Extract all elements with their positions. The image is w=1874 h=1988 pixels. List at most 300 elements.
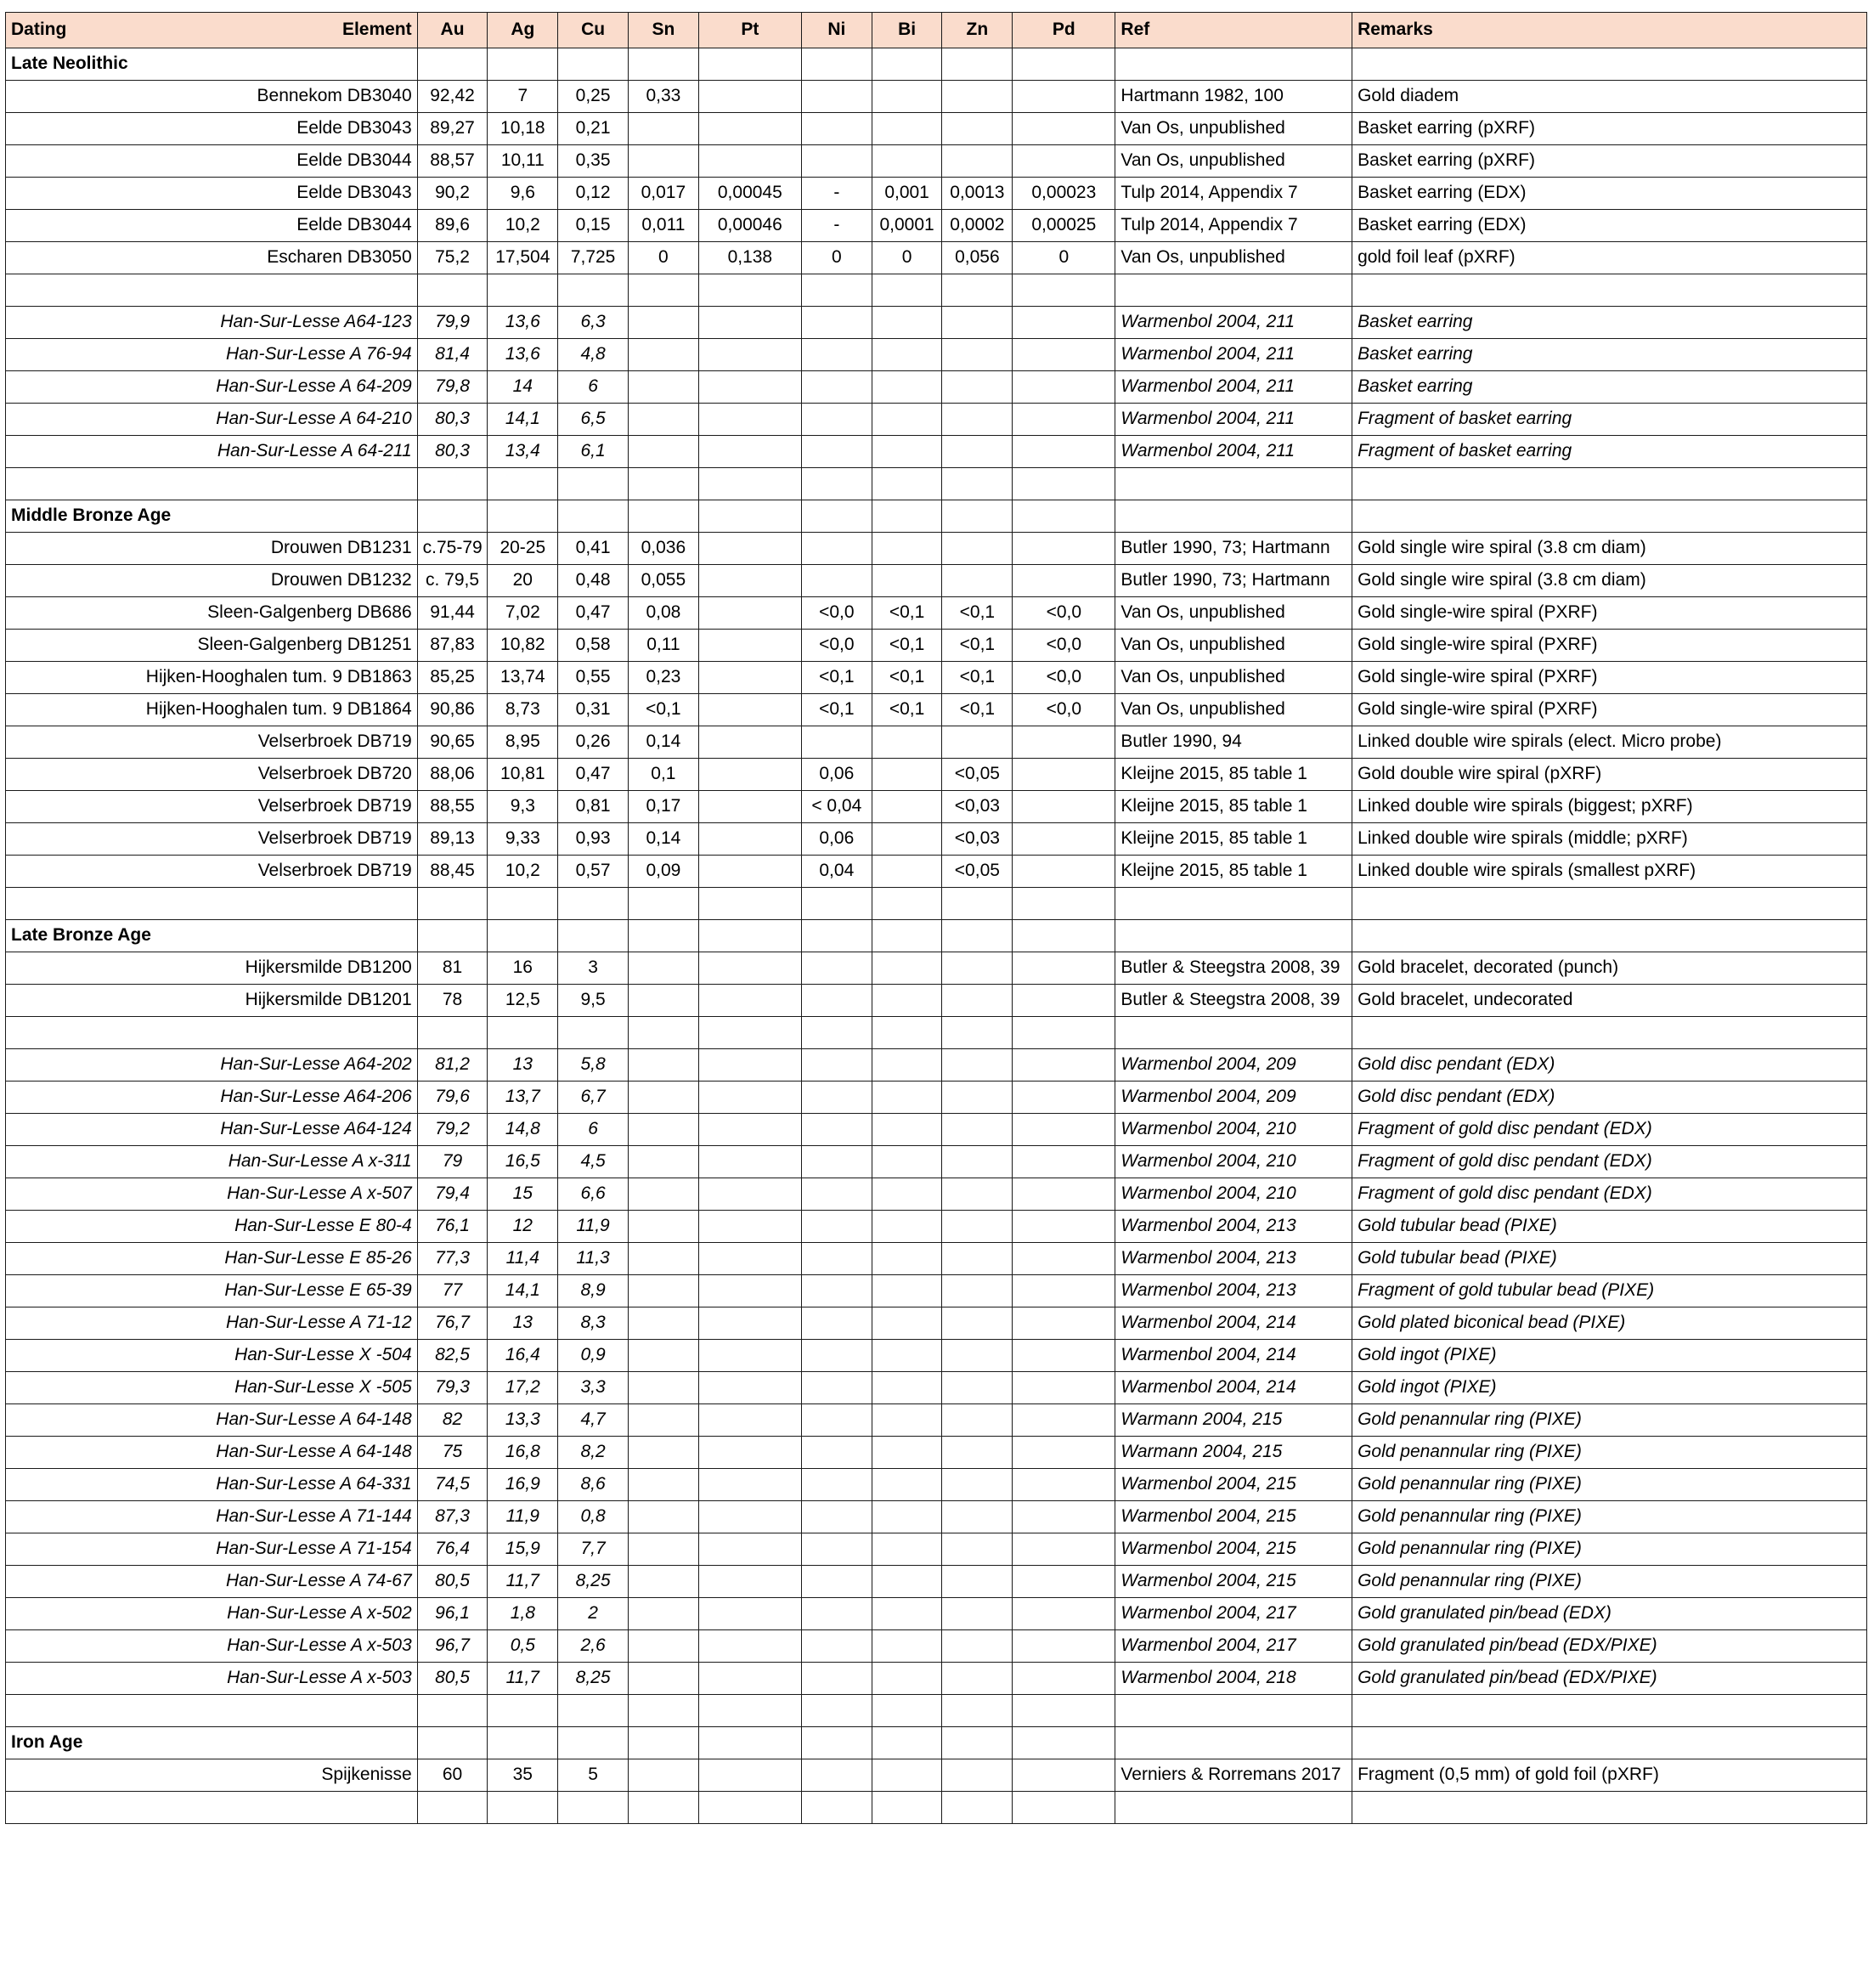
row-label[interactable]: Velserbroek DB719 xyxy=(6,726,418,759)
cell-ref[interactable]: Butler & Steegstra 2008, 39 xyxy=(1115,985,1352,1017)
cell-ag[interactable]: 12,5 xyxy=(488,985,558,1017)
cell-pt[interactable] xyxy=(698,630,801,662)
cell-zn[interactable] xyxy=(942,952,1013,985)
cell-au[interactable]: 90,2 xyxy=(417,178,488,210)
cell-bi[interactable] xyxy=(872,759,942,791)
cell-bi[interactable] xyxy=(872,1146,942,1178)
empty-label-cell[interactable] xyxy=(6,1792,418,1824)
cell-ref[interactable]: Hartmann 1982, 100 xyxy=(1115,81,1352,113)
cell-ref[interactable]: Tulp 2014, Appendix 7 xyxy=(1115,178,1352,210)
cell-au[interactable]: 79,2 xyxy=(417,1114,488,1146)
cell-ni[interactable] xyxy=(801,1307,872,1340)
cell-sn[interactable] xyxy=(628,1211,698,1243)
cell-zn[interactable] xyxy=(942,1372,1013,1404)
cell-cu[interactable]: 11,3 xyxy=(558,1243,629,1275)
row-label[interactable]: Han-Sur-Lesse A 64-211 xyxy=(6,436,418,468)
empty-cell[interactable] xyxy=(942,48,1013,81)
row-label[interactable]: Han-Sur-Lesse A 64-331 xyxy=(6,1469,418,1501)
cell-pd[interactable] xyxy=(1013,1469,1115,1501)
cell-ni[interactable] xyxy=(801,1146,872,1178)
cell-cu[interactable]: 0,21 xyxy=(558,113,629,145)
cell-ni[interactable]: <0,0 xyxy=(801,597,872,630)
cell-ref[interactable]: Tulp 2014, Appendix 7 xyxy=(1115,210,1352,242)
empty-cell[interactable] xyxy=(628,888,698,920)
cell-zn[interactable] xyxy=(942,113,1013,145)
empty-cell[interactable] xyxy=(942,1017,1013,1049)
cell-zn[interactable] xyxy=(942,1501,1013,1533)
cell-ni[interactable] xyxy=(801,1114,872,1146)
cell-bi[interactable] xyxy=(872,1340,942,1372)
cell-ag[interactable]: 1,8 xyxy=(488,1598,558,1630)
cell-pt[interactable] xyxy=(698,339,801,371)
cell-au[interactable]: 81,2 xyxy=(417,1049,488,1082)
cell-au[interactable]: 77 xyxy=(417,1275,488,1307)
cell-remarks[interactable]: Gold penannular ring (PIXE) xyxy=(1352,1533,1867,1566)
cell-remarks[interactable]: Linked double wire spirals (middle; pXRF) xyxy=(1352,823,1867,856)
row-label[interactable]: Hijken-Hooghalen tum. 9 DB1864 xyxy=(6,694,418,726)
cell-ref[interactable]: Warmenbol 2004, 215 xyxy=(1115,1501,1352,1533)
empty-cell[interactable] xyxy=(1013,1017,1115,1049)
cell-sn[interactable]: 0,011 xyxy=(628,210,698,242)
cell-ref[interactable]: Van Os, unpublished xyxy=(1115,662,1352,694)
cell-ag[interactable]: 35 xyxy=(488,1759,558,1792)
empty-cell[interactable] xyxy=(1115,274,1352,307)
cell-ref[interactable]: Warmenbol 2004, 214 xyxy=(1115,1372,1352,1404)
cell-pt[interactable] xyxy=(698,759,801,791)
cell-ag[interactable]: 15,9 xyxy=(488,1533,558,1566)
cell-cu[interactable]: 8,25 xyxy=(558,1566,629,1598)
empty-cell[interactable] xyxy=(417,1727,488,1759)
cell-cu[interactable]: 6 xyxy=(558,371,629,404)
cell-ref[interactable]: Verniers & Rorremans 2017 xyxy=(1115,1759,1352,1792)
cell-bi[interactable] xyxy=(872,726,942,759)
cell-au[interactable]: 87,3 xyxy=(417,1501,488,1533)
empty-cell[interactable] xyxy=(558,1017,629,1049)
cell-ag[interactable]: 14 xyxy=(488,371,558,404)
cell-au[interactable]: 90,65 xyxy=(417,726,488,759)
empty-cell[interactable] xyxy=(628,920,698,952)
cell-pt[interactable] xyxy=(698,404,801,436)
cell-remarks[interactable]: Gold diadem xyxy=(1352,81,1867,113)
row-label[interactable]: Han-Sur-Lesse A64-206 xyxy=(6,1082,418,1114)
cell-ni[interactable] xyxy=(801,339,872,371)
cell-zn[interactable] xyxy=(942,1049,1013,1082)
cell-cu[interactable]: 8,9 xyxy=(558,1275,629,1307)
empty-cell[interactable] xyxy=(942,1792,1013,1824)
empty-cell[interactable] xyxy=(1115,920,1352,952)
cell-pt[interactable] xyxy=(698,952,801,985)
cell-ni[interactable] xyxy=(801,145,872,178)
cell-pt[interactable] xyxy=(698,1404,801,1437)
cell-au[interactable]: 76,1 xyxy=(417,1211,488,1243)
empty-cell[interactable] xyxy=(801,48,872,81)
empty-cell[interactable] xyxy=(488,888,558,920)
row-label[interactable]: Drouwen DB1231 xyxy=(6,533,418,565)
cell-ag[interactable]: 14,1 xyxy=(488,1275,558,1307)
cell-ni[interactable] xyxy=(801,1243,872,1275)
empty-cell[interactable] xyxy=(1013,274,1115,307)
cell-zn[interactable] xyxy=(942,436,1013,468)
empty-label-cell[interactable] xyxy=(6,468,418,500)
cell-sn[interactable]: 0,055 xyxy=(628,565,698,597)
cell-cu[interactable]: 4,5 xyxy=(558,1146,629,1178)
empty-cell[interactable] xyxy=(801,274,872,307)
cell-au[interactable]: 89,6 xyxy=(417,210,488,242)
empty-cell[interactable] xyxy=(558,48,629,81)
cell-au[interactable]: c. 79,5 xyxy=(417,565,488,597)
cell-au[interactable]: 79,8 xyxy=(417,371,488,404)
cell-bi[interactable] xyxy=(872,823,942,856)
cell-pd[interactable] xyxy=(1013,1533,1115,1566)
cell-remarks[interactable]: Fragment of basket earring xyxy=(1352,436,1867,468)
cell-zn[interactable] xyxy=(942,1082,1013,1114)
cell-pd[interactable] xyxy=(1013,1114,1115,1146)
cell-sn[interactable]: 0,11 xyxy=(628,630,698,662)
cell-bi[interactable] xyxy=(872,81,942,113)
cell-ag[interactable]: 17,504 xyxy=(488,242,558,274)
cell-pd[interactable] xyxy=(1013,371,1115,404)
cell-pd[interactable] xyxy=(1013,307,1115,339)
cell-ref[interactable]: Kleijne 2015, 85 table 1 xyxy=(1115,791,1352,823)
cell-cu[interactable]: 9,5 xyxy=(558,985,629,1017)
empty-cell[interactable] xyxy=(1013,1727,1115,1759)
cell-au[interactable]: 82 xyxy=(417,1404,488,1437)
cell-sn[interactable] xyxy=(628,1566,698,1598)
cell-bi[interactable] xyxy=(872,113,942,145)
cell-au[interactable]: 85,25 xyxy=(417,662,488,694)
cell-ni[interactable] xyxy=(801,533,872,565)
empty-cell[interactable] xyxy=(488,48,558,81)
header-pt[interactable]: Pt xyxy=(698,13,801,48)
cell-zn[interactable] xyxy=(942,565,1013,597)
empty-cell[interactable] xyxy=(628,1727,698,1759)
cell-zn[interactable]: 0,0013 xyxy=(942,178,1013,210)
cell-ref[interactable]: Warmenbol 2004, 217 xyxy=(1115,1598,1352,1630)
cell-zn[interactable]: <0,03 xyxy=(942,823,1013,856)
cell-zn[interactable] xyxy=(942,1566,1013,1598)
cell-pd[interactable] xyxy=(1013,339,1115,371)
cell-bi[interactable] xyxy=(872,371,942,404)
cell-ag[interactable]: 13,3 xyxy=(488,1404,558,1437)
cell-au[interactable]: 79 xyxy=(417,1146,488,1178)
cell-remarks[interactable]: Gold tubular bead (PIXE) xyxy=(1352,1211,1867,1243)
cell-bi[interactable]: 0,0001 xyxy=(872,210,942,242)
cell-pd[interactable] xyxy=(1013,1049,1115,1082)
cell-sn[interactable] xyxy=(628,1307,698,1340)
cell-ni[interactable] xyxy=(801,307,872,339)
empty-cell[interactable] xyxy=(558,274,629,307)
cell-bi[interactable] xyxy=(872,1178,942,1211)
cell-zn[interactable] xyxy=(942,985,1013,1017)
cell-pt[interactable] xyxy=(698,113,801,145)
row-label[interactable]: Bennekom DB3040 xyxy=(6,81,418,113)
header-ref[interactable]: Ref xyxy=(1115,13,1352,48)
cell-ni[interactable] xyxy=(801,1049,872,1082)
empty-cell[interactable] xyxy=(1013,888,1115,920)
cell-sn[interactable] xyxy=(628,1082,698,1114)
cell-cu[interactable]: 6,3 xyxy=(558,307,629,339)
header-ag[interactable]: Ag xyxy=(488,13,558,48)
cell-pt[interactable] xyxy=(698,1372,801,1404)
cell-ag[interactable]: 13 xyxy=(488,1307,558,1340)
cell-ni[interactable] xyxy=(801,726,872,759)
cell-remarks[interactable]: Gold penannular ring (PIXE) xyxy=(1352,1501,1867,1533)
cell-bi[interactable]: <0,1 xyxy=(872,662,942,694)
cell-au[interactable]: 74,5 xyxy=(417,1469,488,1501)
empty-cell[interactable] xyxy=(1013,500,1115,533)
cell-pt[interactable] xyxy=(698,1049,801,1082)
cell-ref[interactable]: Warmenbol 2004, 217 xyxy=(1115,1630,1352,1663)
cell-sn[interactable]: 0,036 xyxy=(628,533,698,565)
row-label[interactable]: Han-Sur-Lesse A 74-67 xyxy=(6,1566,418,1598)
cell-pt[interactable] xyxy=(698,81,801,113)
row-label[interactable]: Spijkenisse xyxy=(6,1759,418,1792)
cell-pt[interactable] xyxy=(698,791,801,823)
cell-ni[interactable] xyxy=(801,1211,872,1243)
cell-remarks[interactable]: Gold single-wire spiral (PXRF) xyxy=(1352,597,1867,630)
cell-sn[interactable] xyxy=(628,1663,698,1695)
cell-cu[interactable]: 0,35 xyxy=(558,145,629,178)
cell-au[interactable]: c.75-79 xyxy=(417,533,488,565)
cell-remarks[interactable]: Gold single wire spiral (3.8 cm diam) xyxy=(1352,565,1867,597)
cell-ni[interactable]: 0 xyxy=(801,242,872,274)
cell-remarks[interactable]: Gold single-wire spiral (PXRF) xyxy=(1352,630,1867,662)
cell-sn[interactable] xyxy=(628,1178,698,1211)
cell-cu[interactable]: 8,3 xyxy=(558,1307,629,1340)
cell-remarks[interactable]: Gold penannular ring (PIXE) xyxy=(1352,1437,1867,1469)
cell-pd[interactable]: 0,00023 xyxy=(1013,178,1115,210)
cell-au[interactable]: 92,42 xyxy=(417,81,488,113)
empty-cell[interactable] xyxy=(628,1695,698,1727)
cell-pt[interactable] xyxy=(698,1759,801,1792)
cell-pt[interactable] xyxy=(698,1630,801,1663)
cell-ag[interactable]: 10,81 xyxy=(488,759,558,791)
cell-ni[interactable] xyxy=(801,1275,872,1307)
empty-cell[interactable] xyxy=(801,468,872,500)
cell-zn[interactable] xyxy=(942,1469,1013,1501)
cell-zn[interactable] xyxy=(942,81,1013,113)
cell-remarks[interactable]: Basket earring (EDX) xyxy=(1352,210,1867,242)
row-label[interactable]: Sleen-Galgenberg DB1251 xyxy=(6,630,418,662)
cell-ref[interactable]: Warmenbol 2004, 211 xyxy=(1115,404,1352,436)
cell-cu[interactable]: 0,41 xyxy=(558,533,629,565)
cell-sn[interactable] xyxy=(628,436,698,468)
cell-sn[interactable]: 0,1 xyxy=(628,759,698,791)
cell-bi[interactable] xyxy=(872,856,942,888)
cell-au[interactable]: 80,3 xyxy=(417,404,488,436)
cell-sn[interactable] xyxy=(628,1146,698,1178)
cell-bi[interactable]: <0,1 xyxy=(872,597,942,630)
header-remarks[interactable]: Remarks xyxy=(1352,13,1867,48)
cell-ag[interactable]: 16 xyxy=(488,952,558,985)
cell-bi[interactable] xyxy=(872,1243,942,1275)
cell-ni[interactable] xyxy=(801,1340,872,1372)
cell-pt[interactable] xyxy=(698,1275,801,1307)
empty-cell[interactable] xyxy=(801,1017,872,1049)
row-label[interactable]: Escharen DB3050 xyxy=(6,242,418,274)
cell-remarks[interactable]: Gold granulated pin/bead (EDX/PIXE) xyxy=(1352,1663,1867,1695)
empty-cell[interactable] xyxy=(872,48,942,81)
cell-ref[interactable]: Warmenbol 2004, 215 xyxy=(1115,1566,1352,1598)
cell-ni[interactable] xyxy=(801,1501,872,1533)
cell-pd[interactable] xyxy=(1013,436,1115,468)
row-label[interactable]: Eelde DB3044 xyxy=(6,145,418,178)
cell-pd[interactable]: <0,0 xyxy=(1013,662,1115,694)
cell-remarks[interactable]: Gold bracelet, decorated (punch) xyxy=(1352,952,1867,985)
cell-pt[interactable]: 0,00045 xyxy=(698,178,801,210)
cell-ag[interactable]: 10,11 xyxy=(488,145,558,178)
empty-cell[interactable] xyxy=(558,1727,629,1759)
cell-remarks[interactable]: Linked double wire spirals (elect. Micro probe) xyxy=(1352,726,1867,759)
row-label[interactable]: Han-Sur-Lesse A x-311 xyxy=(6,1146,418,1178)
cell-sn[interactable]: 0,33 xyxy=(628,81,698,113)
empty-cell[interactable] xyxy=(1115,500,1352,533)
cell-pd[interactable]: <0,0 xyxy=(1013,630,1115,662)
cell-ref[interactable]: Warmenbol 2004, 213 xyxy=(1115,1243,1352,1275)
cell-ni[interactable]: <0,1 xyxy=(801,694,872,726)
cell-au[interactable]: 96,1 xyxy=(417,1598,488,1630)
row-label[interactable]: Han-Sur-Lesse E 80-4 xyxy=(6,1211,418,1243)
cell-remarks[interactable]: Gold granulated pin/bead (EDX/PIXE) xyxy=(1352,1630,1867,1663)
cell-ref[interactable]: Warmenbol 2004, 209 xyxy=(1115,1049,1352,1082)
cell-ref[interactable]: Warmenbol 2004, 214 xyxy=(1115,1340,1352,1372)
cell-remarks[interactable]: Gold single-wire spiral (PXRF) xyxy=(1352,694,1867,726)
cell-ni[interactable]: < 0,04 xyxy=(801,791,872,823)
empty-label-cell[interactable] xyxy=(6,888,418,920)
cell-zn[interactable]: <0,03 xyxy=(942,791,1013,823)
empty-cell[interactable] xyxy=(1352,48,1867,81)
cell-zn[interactable] xyxy=(942,1275,1013,1307)
cell-pt[interactable] xyxy=(698,1566,801,1598)
cell-pd[interactable] xyxy=(1013,823,1115,856)
cell-cu[interactable]: 0,93 xyxy=(558,823,629,856)
cell-cu[interactable]: 11,9 xyxy=(558,1211,629,1243)
cell-pt[interactable] xyxy=(698,1340,801,1372)
row-label[interactable]: Velserbroek DB719 xyxy=(6,856,418,888)
cell-sn[interactable]: 0,08 xyxy=(628,597,698,630)
empty-cell[interactable] xyxy=(698,468,801,500)
cell-ref[interactable]: Warmann 2004, 215 xyxy=(1115,1437,1352,1469)
cell-ref[interactable]: Warmenbol 2004, 211 xyxy=(1115,307,1352,339)
cell-cu[interactable]: 7,7 xyxy=(558,1533,629,1566)
cell-pd[interactable] xyxy=(1013,565,1115,597)
cell-ref[interactable]: Van Os, unpublished xyxy=(1115,597,1352,630)
empty-cell[interactable] xyxy=(801,1695,872,1727)
cell-sn[interactable] xyxy=(628,371,698,404)
cell-ag[interactable]: 11,9 xyxy=(488,1501,558,1533)
cell-pd[interactable] xyxy=(1013,1598,1115,1630)
cell-pd[interactable] xyxy=(1013,1566,1115,1598)
cell-remarks[interactable]: Fragment (0,5 mm) of gold foil (pXRF) xyxy=(1352,1759,1867,1792)
cell-bi[interactable] xyxy=(872,1049,942,1082)
cell-ag[interactable]: 0,5 xyxy=(488,1630,558,1663)
cell-zn[interactable] xyxy=(942,1759,1013,1792)
cell-bi[interactable] xyxy=(872,404,942,436)
cell-ref[interactable]: Warmenbol 2004, 213 xyxy=(1115,1275,1352,1307)
empty-cell[interactable] xyxy=(872,274,942,307)
cell-ref[interactable]: Butler 1990, 94 xyxy=(1115,726,1352,759)
cell-au[interactable]: 76,7 xyxy=(417,1307,488,1340)
row-label[interactable]: Eelde DB3043 xyxy=(6,178,418,210)
cell-zn[interactable] xyxy=(942,1630,1013,1663)
cell-pt[interactable] xyxy=(698,371,801,404)
empty-cell[interactable] xyxy=(488,500,558,533)
cell-ag[interactable]: 9,33 xyxy=(488,823,558,856)
cell-ni[interactable] xyxy=(801,1630,872,1663)
cell-ni[interactable] xyxy=(801,1566,872,1598)
row-label[interactable]: Han-Sur-Lesse A 64-210 xyxy=(6,404,418,436)
cell-au[interactable]: 60 xyxy=(417,1759,488,1792)
cell-cu[interactable]: 6,6 xyxy=(558,1178,629,1211)
cell-cu[interactable]: 0,47 xyxy=(558,759,629,791)
empty-cell[interactable] xyxy=(1352,468,1867,500)
cell-remarks[interactable]: Gold ingot (PIXE) xyxy=(1352,1372,1867,1404)
cell-cu[interactable]: 0,15 xyxy=(558,210,629,242)
empty-cell[interactable] xyxy=(872,1017,942,1049)
cell-cu[interactable]: 7,725 xyxy=(558,242,629,274)
empty-cell[interactable] xyxy=(942,274,1013,307)
cell-zn[interactable] xyxy=(942,1663,1013,1695)
row-label[interactable]: Eelde DB3044 xyxy=(6,210,418,242)
cell-ni[interactable] xyxy=(801,81,872,113)
empty-cell[interactable] xyxy=(1013,1695,1115,1727)
cell-pt[interactable] xyxy=(698,533,801,565)
cell-zn[interactable]: <0,1 xyxy=(942,630,1013,662)
cell-cu[interactable]: 5 xyxy=(558,1759,629,1792)
cell-sn[interactable] xyxy=(628,1630,698,1663)
cell-cu[interactable]: 6,1 xyxy=(558,436,629,468)
cell-sn[interactable] xyxy=(628,113,698,145)
cell-pd[interactable] xyxy=(1013,1082,1115,1114)
cell-zn[interactable] xyxy=(942,145,1013,178)
cell-zn[interactable] xyxy=(942,1243,1013,1275)
cell-bi[interactable] xyxy=(872,952,942,985)
empty-cell[interactable] xyxy=(872,1695,942,1727)
empty-cell[interactable] xyxy=(558,920,629,952)
empty-cell[interactable] xyxy=(942,888,1013,920)
empty-cell[interactable] xyxy=(488,1695,558,1727)
cell-zn[interactable]: <0,05 xyxy=(942,856,1013,888)
cell-remarks[interactable]: Gold ingot (PIXE) xyxy=(1352,1340,1867,1372)
cell-sn[interactable] xyxy=(628,1049,698,1082)
cell-ref[interactable]: Warmenbol 2004, 211 xyxy=(1115,339,1352,371)
empty-cell[interactable] xyxy=(698,1017,801,1049)
header-sn[interactable]: Sn xyxy=(628,13,698,48)
cell-cu[interactable]: 0,47 xyxy=(558,597,629,630)
cell-pt[interactable] xyxy=(698,1533,801,1566)
cell-pd[interactable] xyxy=(1013,1178,1115,1211)
empty-cell[interactable] xyxy=(1352,888,1867,920)
empty-cell[interactable] xyxy=(801,1727,872,1759)
cell-au[interactable]: 96,7 xyxy=(417,1630,488,1663)
cell-pd[interactable] xyxy=(1013,1663,1115,1695)
cell-remarks[interactable]: Basket earring (EDX) xyxy=(1352,178,1867,210)
cell-bi[interactable] xyxy=(872,985,942,1017)
cell-ag[interactable]: 10,18 xyxy=(488,113,558,145)
cell-au[interactable]: 88,57 xyxy=(417,145,488,178)
empty-cell[interactable] xyxy=(558,1792,629,1824)
empty-cell[interactable] xyxy=(1115,888,1352,920)
empty-cell[interactable] xyxy=(1013,920,1115,952)
cell-sn[interactable] xyxy=(628,952,698,985)
cell-ag[interactable]: 10,82 xyxy=(488,630,558,662)
cell-ref[interactable]: Warmenbol 2004, 215 xyxy=(1115,1469,1352,1501)
cell-bi[interactable]: <0,1 xyxy=(872,694,942,726)
empty-cell[interactable] xyxy=(1352,274,1867,307)
row-label[interactable]: Velserbroek DB720 xyxy=(6,759,418,791)
cell-remarks[interactable]: Basket earring xyxy=(1352,339,1867,371)
empty-cell[interactable] xyxy=(628,1017,698,1049)
